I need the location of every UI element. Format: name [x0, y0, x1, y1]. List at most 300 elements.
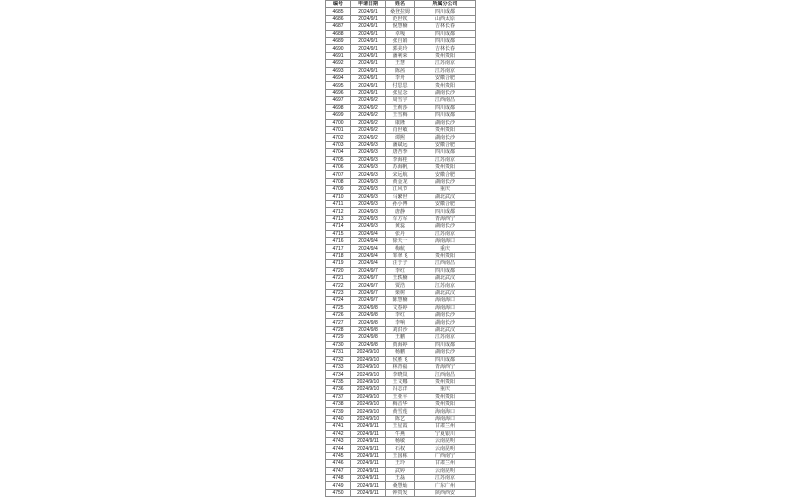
cell-company: 湖南长沙	[415, 223, 476, 230]
cell-id: 4732	[326, 356, 351, 363]
cell-name: 马繁世	[386, 193, 415, 200]
cell-date: 2024/9/3	[351, 200, 386, 207]
cell-date: 2024/9/8	[351, 326, 386, 333]
cell-name: 刘洪沙	[386, 326, 415, 333]
cell-id: 4735	[326, 378, 351, 385]
cell-date: 2024/9/11	[351, 445, 386, 452]
cell-company: 贵州贵阳	[415, 82, 476, 89]
table-row	[326, 437, 476, 444]
table-row	[326, 304, 476, 311]
cell-date: 2024/9/1	[351, 75, 386, 82]
table-row	[326, 193, 476, 200]
cell-name: 谭熙	[386, 134, 415, 141]
cell-id: 4692	[326, 60, 351, 67]
cell-name: 唐杏季	[386, 149, 415, 156]
table-row	[326, 267, 476, 274]
table-row	[326, 149, 476, 156]
cell-company: 宁夏银川	[415, 430, 476, 437]
cell-date: 2024/9/8	[351, 341, 386, 348]
cell-name: 张星念	[386, 89, 415, 96]
cell-name: 周雪宇	[386, 97, 415, 104]
cell-id: 4747	[326, 467, 351, 474]
table-row	[326, 275, 476, 282]
cell-id: 4697	[326, 97, 351, 104]
cell-date: 2024/9/11	[351, 423, 386, 430]
cell-date: 2024/9/3	[351, 186, 386, 193]
table-row	[326, 104, 476, 111]
table-row	[326, 289, 476, 296]
cell-date: 2024/9/10	[351, 386, 386, 393]
cell-name: 王星霞	[386, 423, 415, 430]
table-row	[326, 408, 476, 415]
cell-date: 2024/9/1	[351, 60, 386, 67]
cell-company: 重庆	[415, 186, 476, 193]
cell-date: 2024/9/1	[351, 30, 386, 37]
cell-date: 2024/9/4	[351, 245, 386, 252]
cell-company: 广东广州	[415, 482, 476, 489]
cell-name: 武婷	[386, 467, 415, 474]
cell-id: 4724	[326, 297, 351, 304]
cell-date: 2024/9/3	[351, 215, 386, 222]
cell-company: 海南海口	[415, 304, 476, 311]
cell-company: 安徽合肥	[415, 141, 476, 148]
cell-name: 卓嘎	[386, 30, 415, 37]
table-row	[326, 82, 476, 89]
cell-company: 江苏南京	[415, 67, 476, 74]
cell-date: 2024/9/1	[351, 82, 386, 89]
cell-company: 安徽合肥	[415, 75, 476, 82]
cell-name: 付思思	[386, 82, 415, 89]
cell-id: 4703	[326, 141, 351, 148]
cell-id: 4726	[326, 312, 351, 319]
cell-name: 宋远航	[386, 171, 415, 178]
cell-id: 4744	[326, 445, 351, 452]
cell-name: 潘利荣	[386, 52, 415, 59]
table-row	[326, 119, 476, 126]
cell-id: 4709	[326, 186, 351, 193]
cell-id: 4699	[326, 112, 351, 119]
cell-date: 2024/9/1	[351, 23, 386, 30]
cell-id: 4694	[326, 75, 351, 82]
table-row	[326, 208, 476, 215]
cell-id: 4729	[326, 334, 351, 341]
cell-company: 海南海口	[415, 415, 476, 422]
cell-name: 王雪梅	[386, 112, 415, 119]
table-row	[326, 45, 476, 52]
cell-id: 4740	[326, 415, 351, 422]
cell-name: 侯胜飞	[386, 356, 415, 363]
cell-company: 重庆	[415, 386, 476, 393]
cell-company: 江苏南京	[415, 334, 476, 341]
table-row	[326, 126, 476, 133]
cell-name: 钟贵发	[386, 489, 415, 496]
cell-company: 贵州贵阳	[415, 252, 476, 259]
table-row	[326, 97, 476, 104]
cell-company: 湖南长沙	[415, 319, 476, 326]
column-header-name: 姓名	[386, 1, 415, 8]
cell-company: 湖南长沙	[415, 134, 476, 141]
cell-company: 云南昆明	[415, 437, 476, 444]
cell-company: 湖北武汉	[415, 275, 476, 282]
cell-id: 4712	[326, 208, 351, 215]
table-row	[326, 52, 476, 59]
table-row	[326, 134, 476, 141]
cell-name: 梅航	[386, 245, 415, 252]
applications-table	[325, 0, 476, 497]
header-row	[326, 1, 476, 8]
cell-id: 4714	[326, 223, 351, 230]
cell-date: 2024/9/8	[351, 312, 386, 319]
cell-name: 黄蕊	[386, 223, 415, 230]
cell-date: 2024/9/1	[351, 67, 386, 74]
cell-company: 海南海口	[415, 297, 476, 304]
cell-id: 4702	[326, 134, 351, 141]
cell-date: 2024/9/3	[351, 149, 386, 156]
cell-name: 桑慧灿	[386, 482, 415, 489]
cell-company: 江苏南京	[415, 230, 476, 237]
cell-id: 4738	[326, 400, 351, 407]
cell-name: 李舟	[386, 75, 415, 82]
cell-id: 4741	[326, 423, 351, 430]
cell-name: 汪于子	[386, 260, 415, 267]
cell-company: 江苏南京	[415, 60, 476, 67]
cell-name: 范世钦	[386, 15, 415, 22]
cell-company: 海南海口	[415, 408, 476, 415]
cell-date: 2024/9/3	[351, 156, 386, 163]
cell-company: 四川成都	[415, 356, 476, 363]
cell-id: 4727	[326, 319, 351, 326]
cell-date: 2024/9/4	[351, 252, 386, 259]
cell-id: 4691	[326, 52, 351, 59]
table-row	[326, 341, 476, 348]
cell-company: 江西南昌	[415, 371, 476, 378]
cell-id: 4685	[326, 8, 351, 15]
column-header-date: 申请日期	[351, 1, 386, 8]
table-row	[326, 349, 476, 356]
cell-date: 2024/9/4	[351, 260, 386, 267]
table-row	[326, 260, 476, 267]
cell-date: 2024/9/11	[351, 452, 386, 459]
cell-company: 青海西宁	[415, 215, 476, 222]
cell-company: 江西南昌	[415, 260, 476, 267]
table-row	[326, 23, 476, 30]
cell-company: 吉林长春	[415, 23, 476, 30]
cell-date: 2024/9/11	[351, 430, 386, 437]
cell-company: 贵州贵阳	[415, 400, 476, 407]
table-row	[326, 38, 476, 45]
cell-name: 李红	[386, 312, 415, 319]
cell-id: 4720	[326, 267, 351, 274]
cell-date: 2024/9/10	[351, 378, 386, 385]
cell-name: 李晓岚	[386, 371, 415, 378]
cell-id: 4719	[326, 260, 351, 267]
cell-date: 2024/9/10	[351, 393, 386, 400]
cell-id: 4708	[326, 178, 351, 185]
cell-name: 黄金龙	[386, 178, 415, 185]
cell-name: 王玲	[386, 460, 415, 467]
table-row	[326, 319, 476, 326]
table-row	[326, 15, 476, 22]
cell-id: 4686	[326, 15, 351, 22]
cell-company: 四川成都	[415, 149, 476, 156]
table-row	[326, 215, 476, 222]
cell-id: 4737	[326, 393, 351, 400]
table-row	[326, 171, 476, 178]
cell-company: 四川成都	[415, 112, 476, 119]
cell-id: 4710	[326, 193, 351, 200]
table-row	[326, 326, 476, 333]
cell-date: 2024/9/8	[351, 304, 386, 311]
cell-id: 4723	[326, 289, 351, 296]
cell-company: 甘肃兰州	[415, 423, 476, 430]
table-row	[326, 252, 476, 259]
cell-id: 4739	[326, 408, 351, 415]
cell-name: 张丹	[386, 230, 415, 237]
cell-id: 4707	[326, 171, 351, 178]
cell-name: 江风节	[386, 186, 415, 193]
cell-date: 2024/9/7	[351, 267, 386, 274]
cell-company: 重庆	[415, 245, 476, 252]
cell-id: 4731	[326, 349, 351, 356]
cell-date: 2024/9/7	[351, 297, 386, 304]
table-row	[326, 460, 476, 467]
cell-id: 4734	[326, 371, 351, 378]
cell-name: 车方军	[386, 215, 415, 222]
cell-company: 江西南昌	[415, 97, 476, 104]
table-row	[326, 8, 476, 15]
cell-name: 郭美玲	[386, 45, 415, 52]
cell-company: 广西南宁	[415, 452, 476, 459]
cell-company: 四川成都	[415, 104, 476, 111]
table-row	[326, 423, 476, 430]
table-row	[326, 112, 476, 119]
cell-id: 4690	[326, 45, 351, 52]
cell-name: 邹翠飞	[386, 252, 415, 259]
cell-date: 2024/9/11	[351, 437, 386, 444]
table-row	[326, 230, 476, 237]
cell-name: 王鹏	[386, 334, 415, 341]
cell-company: 湖南长沙	[415, 178, 476, 185]
table-row	[326, 156, 476, 163]
cell-date: 2024/9/10	[351, 371, 386, 378]
cell-name: 王莉莎	[386, 104, 415, 111]
cell-company: 四川成都	[415, 8, 476, 15]
cell-id: 4743	[326, 437, 351, 444]
table-row	[326, 489, 476, 496]
table-row	[326, 386, 476, 393]
cell-id: 4695	[326, 82, 351, 89]
table-row	[326, 378, 476, 385]
cell-id: 4715	[326, 230, 351, 237]
cell-date: 2024/9/1	[351, 89, 386, 96]
cell-name: 贾浩	[386, 282, 415, 289]
cell-name: 潘斌远	[386, 141, 415, 148]
table-row	[326, 482, 476, 489]
cell-company: 湖北武汉	[415, 193, 476, 200]
cell-id: 4746	[326, 460, 351, 467]
cell-id: 4701	[326, 126, 351, 133]
cell-date: 2024/9/3	[351, 208, 386, 215]
cell-company: 湖南长沙	[415, 349, 476, 356]
cell-company: 安徽合肥	[415, 200, 476, 207]
cell-company: 四川成都	[415, 208, 476, 215]
cell-name: 桑登拉姆	[386, 8, 415, 15]
cell-id: 4748	[326, 475, 351, 482]
table-body	[326, 8, 476, 497]
cell-id: 4718	[326, 252, 351, 259]
cell-company: 贵州贵阳	[415, 378, 476, 385]
cell-date: 2024/9/11	[351, 489, 386, 496]
table-row	[326, 452, 476, 459]
cell-date: 2024/9/1	[351, 38, 386, 45]
cell-name: 李响	[386, 319, 415, 326]
cell-date: 2024/9/1	[351, 8, 386, 15]
cell-date: 2024/9/7	[351, 275, 386, 282]
table-row	[326, 67, 476, 74]
table-row	[326, 415, 476, 422]
cell-id: 4749	[326, 482, 351, 489]
table-row	[326, 356, 476, 363]
cell-name: 王亚平	[386, 393, 415, 400]
cell-name: 徐天一	[386, 238, 415, 245]
cell-name: 冯志洋	[386, 386, 415, 393]
cell-id: 4733	[326, 363, 351, 370]
table-row	[326, 75, 476, 82]
cell-name: 梅音华	[386, 400, 415, 407]
cell-company: 吉林长春	[415, 45, 476, 52]
cell-date: 2024/9/2	[351, 119, 386, 126]
cell-company: 四川成都	[415, 267, 476, 274]
cell-date: 2024/9/10	[351, 415, 386, 422]
cell-company: 四川成都	[415, 38, 476, 45]
cell-id: 4700	[326, 119, 351, 126]
cell-name: 杨敏	[386, 437, 415, 444]
table-row	[326, 89, 476, 96]
cell-date: 2024/9/3	[351, 193, 386, 200]
cell-date: 2024/9/1	[351, 45, 386, 52]
cell-company: 甘肃兰州	[415, 460, 476, 467]
cell-id: 4736	[326, 386, 351, 393]
cell-date: 2024/9/10	[351, 356, 386, 363]
cell-name: 栗树	[386, 289, 415, 296]
cell-date: 2024/9/3	[351, 163, 386, 170]
cell-id: 4725	[326, 304, 351, 311]
cell-name: 陈茜	[386, 67, 415, 74]
cell-id: 4730	[326, 341, 351, 348]
cell-date: 2024/9/3	[351, 223, 386, 230]
cell-id: 4687	[326, 23, 351, 30]
cell-id: 4721	[326, 275, 351, 282]
table-row	[326, 200, 476, 207]
cell-company: 江苏南京	[415, 475, 476, 482]
cell-date: 2024/9/11	[351, 467, 386, 474]
cell-id: 4706	[326, 163, 351, 170]
cell-date: 2024/9/3	[351, 178, 386, 185]
cell-date: 2024/9/8	[351, 319, 386, 326]
column-header-id: 编号	[326, 1, 351, 8]
table-row	[326, 334, 476, 341]
cell-company: 江苏南京	[415, 282, 476, 289]
cell-date: 2024/9/1	[351, 15, 386, 22]
cell-id: 4728	[326, 326, 351, 333]
table-row	[326, 282, 476, 289]
cell-date: 2024/9/2	[351, 112, 386, 119]
cell-company: 贵州贵阳	[415, 163, 476, 170]
cell-date: 2024/9/3	[351, 141, 386, 148]
cell-company: 四川成都	[415, 30, 476, 37]
cell-name: 李海桂	[386, 156, 415, 163]
cell-name: 林青福	[386, 363, 415, 370]
cell-name: 牛燕	[386, 430, 415, 437]
cell-name: 黄雪莲	[386, 408, 415, 415]
table-row	[326, 445, 476, 452]
cell-id: 4711	[326, 200, 351, 207]
cell-company: 湖南长沙	[415, 312, 476, 319]
table-row	[326, 60, 476, 67]
table-row	[326, 475, 476, 482]
cell-company: 湖南长沙	[415, 119, 476, 126]
cell-company: 贵州贵阳	[415, 52, 476, 59]
table-row	[326, 400, 476, 407]
cell-date: 2024/9/11	[351, 482, 386, 489]
table-row	[326, 223, 476, 230]
cell-date: 2024/9/10	[351, 349, 386, 356]
table-row	[326, 467, 476, 474]
cell-name: 孙小博	[386, 200, 415, 207]
cell-date: 2024/9/1	[351, 52, 386, 59]
table-row	[326, 30, 476, 37]
cell-date: 2024/9/4	[351, 238, 386, 245]
cell-id: 4698	[326, 104, 351, 111]
cell-date: 2024/9/3	[351, 171, 386, 178]
cell-company: 山西太原	[415, 15, 476, 22]
cell-company: 云南昆明	[415, 445, 476, 452]
cell-date: 2024/9/2	[351, 104, 386, 111]
cell-name: 苏海帆	[386, 163, 415, 170]
table-row	[326, 430, 476, 437]
cell-name: 杨鹏	[386, 349, 415, 356]
cell-name: 肖世敏	[386, 126, 415, 133]
cell-date: 2024/9/2	[351, 126, 386, 133]
cell-date: 2024/9/11	[351, 460, 386, 467]
table-row	[326, 178, 476, 185]
cell-id: 4696	[326, 89, 351, 96]
column-header-company: 所属分公司	[415, 1, 476, 8]
cell-id: 4750	[326, 489, 351, 496]
cell-name: 王文娜	[386, 378, 415, 385]
cell-name: 张自娟	[386, 38, 415, 45]
cell-company: 云南昆明	[415, 467, 476, 474]
table-row	[326, 371, 476, 378]
cell-date: 2024/9/8	[351, 334, 386, 341]
cell-name: 文春婷	[386, 304, 415, 311]
cell-id: 4689	[326, 38, 351, 45]
cell-id: 4742	[326, 430, 351, 437]
cell-id: 4688	[326, 30, 351, 37]
cell-id: 4745	[326, 452, 351, 459]
cell-id: 4693	[326, 67, 351, 74]
table-header	[326, 1, 476, 8]
cell-name: 贾海婷	[386, 341, 415, 348]
cell-date: 2024/9/10	[351, 400, 386, 407]
cell-name: 王慧	[386, 60, 415, 67]
table-row	[326, 186, 476, 193]
cell-company: 湖南长沙	[415, 89, 476, 96]
cell-id: 4722	[326, 282, 351, 289]
cell-company: 江苏南京	[415, 156, 476, 163]
cell-name: 石权	[386, 445, 415, 452]
cell-date: 2024/9/4	[351, 230, 386, 237]
